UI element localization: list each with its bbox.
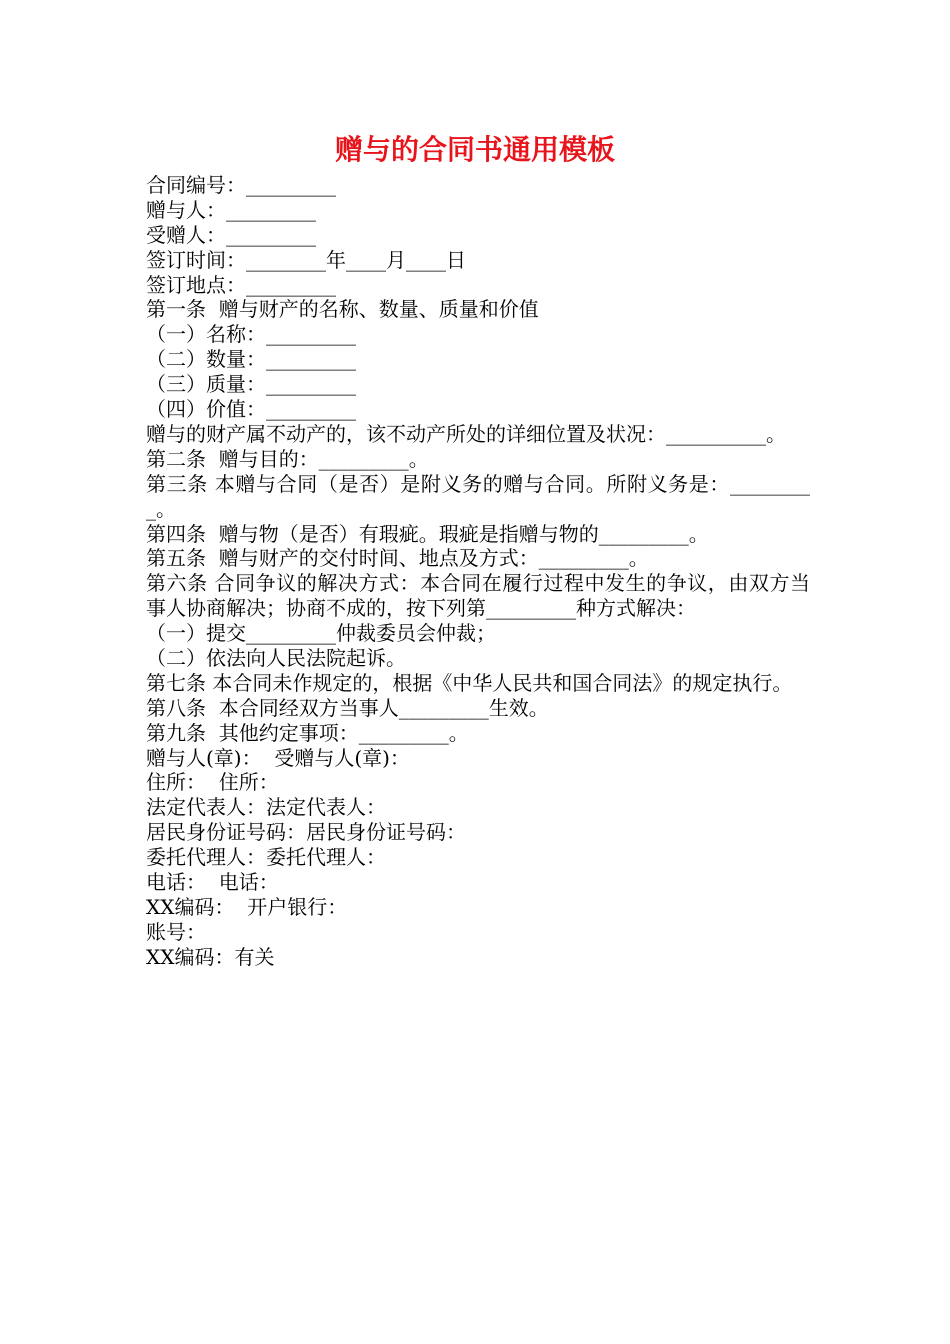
phone-line: 电话： 电话：: [146, 870, 279, 895]
postal-code-related-line: XX编码：有关: [146, 944, 275, 969]
article-9: 第九条 其他约定事项：_________。: [146, 720, 469, 745]
document-body: [146, 173, 810, 970]
account-number-line: 账号：: [146, 919, 206, 944]
article-3: 第三条 本赠与合同（是否）是附义务的赠与合同。所附义务是：_________。: [146, 471, 810, 521]
signature-seal-line: 赠与人(章)： 受赠与人(章)：: [146, 745, 410, 770]
article-8: 第八条 本合同经双方当事人_________生效。: [146, 695, 549, 720]
property-quality-line: （三）质量：_________: [146, 372, 356, 397]
donor-line: 赠与人：_________: [146, 197, 316, 222]
article-7: 第七条 本合同未作规定的，根据《中华人民共和国合同法》的规定执行。: [146, 670, 793, 695]
real-estate-paragraph: 赠与的财产属不动产的，该不动产所处的详细位置及状况：__________。: [146, 421, 786, 446]
signing-date-line: 签订时间：________年____月____日: [146, 247, 466, 272]
dispute-option-1: （一）提交_________仲裁委员会仲裁；: [146, 621, 496, 646]
article-6: 第六条 合同争议的解决方式：本合同在履行过程中发生的争议，由双方当事人协商解决；协商不成的，按下列第_________种方式解决：: [146, 571, 810, 621]
article-5: 第五条 赠与财产的交付时间、地点及方式：_________。: [146, 546, 649, 571]
legal-representative-line: 法定代表人：法定代表人：: [146, 795, 386, 820]
article-4: 第四条 赠与物（是否）有瑕疵。瑕疵是指赠与物的_________。: [146, 521, 709, 546]
article-2: 第二条 赠与目的：_________。: [146, 446, 429, 471]
id-number-line: 居民身份证号码：居民身份证号码：: [146, 820, 466, 845]
address-line: 住所： 住所：: [146, 770, 279, 795]
article-1-heading: 第一条 赠与财产的名称、数量、质量和价值: [146, 297, 539, 322]
donee-line: 受赠人：_________: [146, 222, 316, 247]
signing-place-line: 签订地点：_________: [146, 272, 336, 297]
property-quantity-line: （二）数量：_________: [146, 347, 356, 372]
property-name-line: （一）名称：_________: [146, 322, 356, 347]
dispute-option-2: （二）依法向人民法院起诉。: [146, 646, 406, 670]
postal-code-bank-line: XX编码： 开户银行：: [146, 894, 348, 919]
property-value-line: （四）价值：_________: [146, 397, 356, 422]
document-title: 赠与的合同书通用模板: [334, 133, 615, 166]
agent-line: 委托代理人：委托代理人：: [146, 845, 386, 870]
contract-number-line: 合同编号：_________: [146, 173, 336, 197]
